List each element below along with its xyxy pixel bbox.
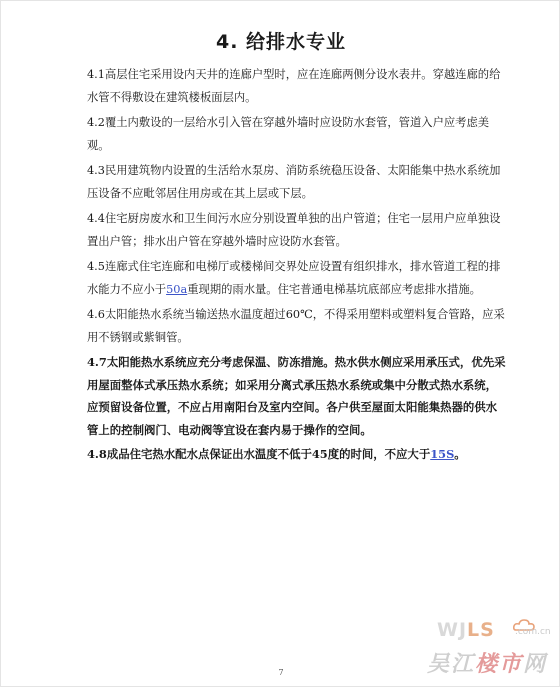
paragraph-4-5-highlight: 50a	[166, 283, 188, 296]
paragraph-4-1: 4.1高层住宅采用设内天井的连廊户型时，应在连廊两侧分设水表井。穿越连廊的给水管不得敷设在建筑楼板面层内。	[87, 68, 501, 104]
paragraph-4-8-text-after: 。	[454, 447, 466, 461]
paragraph-4-5-text-before: 4.5连廊式住宅连廊和电梯厅或楼梯间交界处应设置有组织排水，排水管道工程的排水能力不应小于	[87, 260, 501, 296]
paragraph-4-8-text-before: 4.8成品住宅热水配水点保证出水温度不低于45度的时间，不应大于	[87, 447, 431, 461]
document-body	[87, 63, 507, 468]
watermark-chinese-first: 吴江	[427, 651, 476, 677]
watermark-domain: .com.cn	[515, 627, 551, 637]
paragraph-4-7: 4.7太阳能热水系统应充分考虑保温、防冻措施。热水供水侧应采用承压式，优先采用屋面整体式承压热水系统；如采用分离式承压热水系统或集中分散式热水系统，应预留设备位置，不应占用南阳台及室内空间。各户供至屋面太阳能集热器的供水管上的控制阀门、电动阀等宜设在套内易于操作的空间。	[87, 355, 506, 437]
site-watermark-logo	[419, 617, 559, 683]
watermark-latin-suffix: LS	[467, 619, 495, 641]
paragraph-4-8	[87, 443, 507, 466]
watermark-chinese-red: 楼市	[475, 651, 524, 677]
paragraph-4-2: 4.2覆土内敷设的一层给水引入管在穿越外墙时应设防水套管，管道入户应考虑美观。	[87, 116, 490, 152]
paragraph-4-5-text-after: 重现期的雨水量。住宅普通电梯基坑底部应考虑排水措施。	[187, 283, 481, 296]
section-title: 4. 给排水专业	[215, 31, 347, 53]
paragraph-4-5	[87, 255, 507, 301]
watermark-chinese-last: 网	[523, 651, 548, 677]
paragraph-4-6: 4.6太阳能热水系统当输送热水温度超过60℃，不得采用塑料或塑料复合管路，应采用不锈钢或紫铜管。	[87, 308, 505, 344]
page-number: 7	[278, 668, 284, 677]
watermark-latin	[437, 619, 495, 641]
paragraph-4-8-highlight: 15S	[430, 447, 455, 461]
paragraph-4-4: 4.4住宅厨房废水和卫生间污水应分别设置单独的出户管道；住宅一层用户应单独设置出户管；排水出户管在穿越外墙时应设防水套管。	[87, 212, 501, 248]
watermark-latin-prefix: WJ	[437, 619, 468, 641]
paragraph-4-3: 4.3民用建筑物内设置的生活给水泵房、消防系统稳压设备、太阳能集中热水系统加压设备不应毗邻居住用房或在其上层或下层。	[87, 164, 501, 200]
watermark-chinese	[427, 647, 547, 678]
